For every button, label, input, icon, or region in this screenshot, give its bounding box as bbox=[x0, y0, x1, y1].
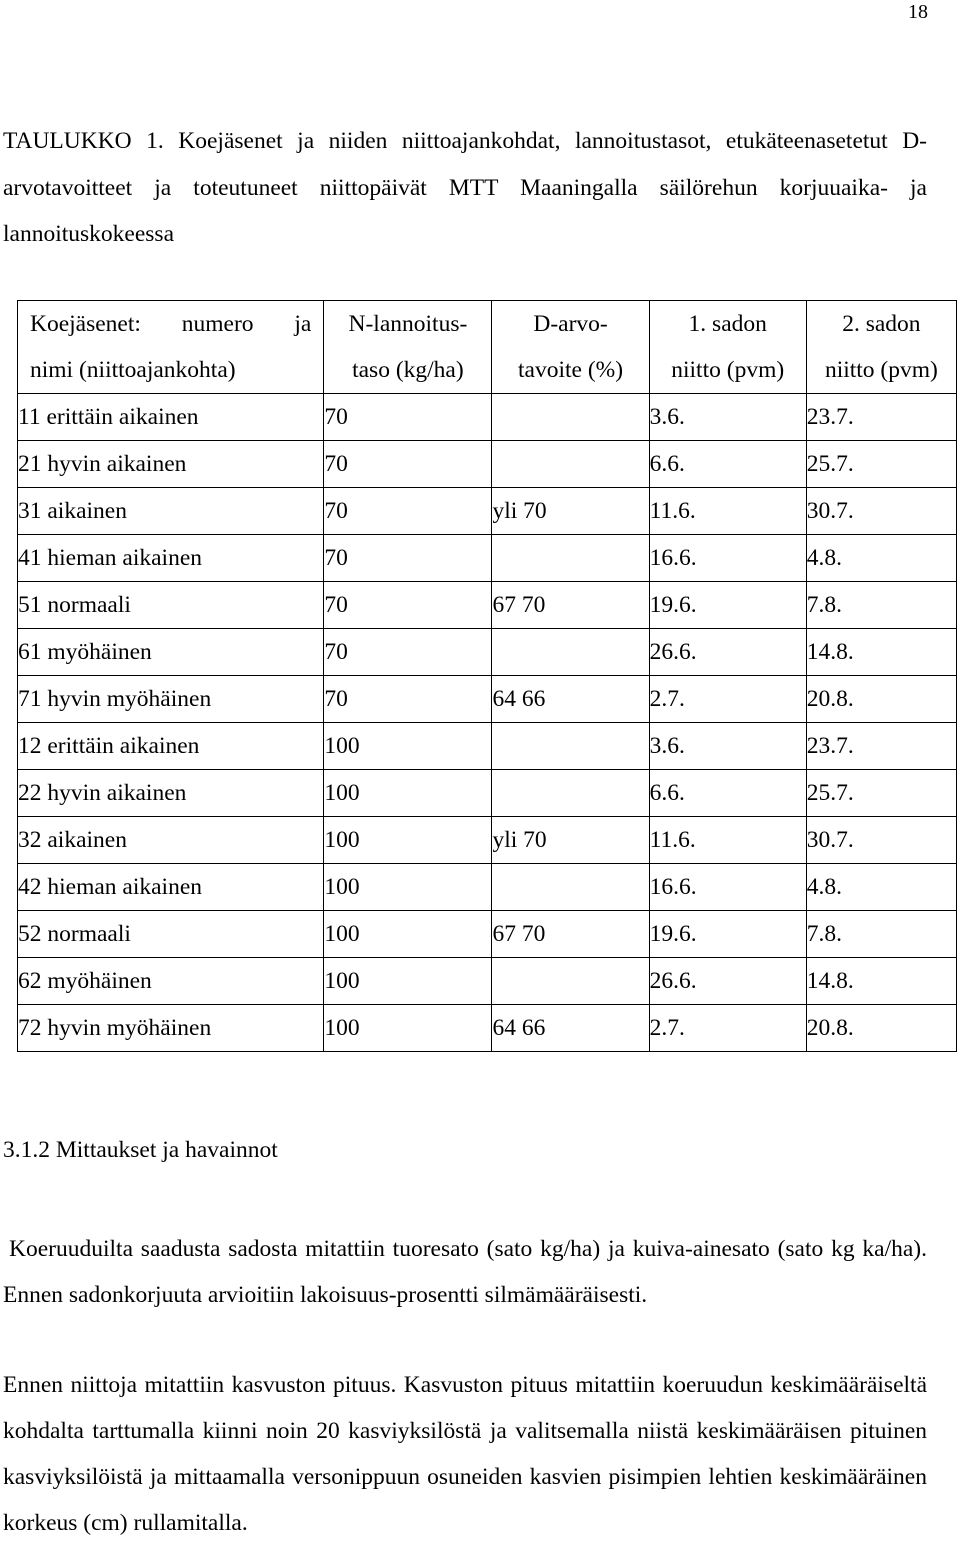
cell-first-cut: 16.6. bbox=[649, 864, 806, 911]
page-number: 18 bbox=[908, 1, 928, 23]
cell-n-level: 100 bbox=[324, 723, 492, 770]
header-n-level bbox=[324, 301, 492, 394]
cell-second-cut: 30.7. bbox=[806, 817, 956, 864]
cell-treatment: 21 hyvin aikainen bbox=[18, 441, 324, 488]
cell-n-level: 100 bbox=[324, 1005, 492, 1052]
cell-n-level: 100 bbox=[324, 911, 492, 958]
table-row bbox=[18, 394, 957, 441]
cell-d-target bbox=[492, 723, 649, 770]
cell-first-cut: 19.6. bbox=[649, 582, 806, 629]
cell-treatment: 72 hyvin myöhäinen bbox=[18, 1005, 324, 1052]
header-line: tavoite (%) bbox=[518, 357, 624, 383]
cell-first-cut: 2.7. bbox=[649, 676, 806, 723]
cell-d-target bbox=[492, 441, 649, 488]
cell-d-target bbox=[492, 629, 649, 676]
table-caption bbox=[3, 118, 927, 258]
header-line: nimi (niittoajankohta) bbox=[30, 357, 236, 383]
caption-text: Koejäsenet ja niiden niittoajankohdat, lannoitustasot, etukäteenasetetut D-arvotavoitteet ja toteutuneet niittopäivät MTT Maaningalla säilörehun korjuuaika- ja lannoituskokeessa bbox=[3, 128, 927, 247]
table-row bbox=[18, 441, 957, 488]
cell-d-target bbox=[492, 864, 649, 911]
header-first-cut bbox=[649, 301, 806, 394]
cell-first-cut: 16.6. bbox=[649, 535, 806, 582]
cell-second-cut: 7.8. bbox=[806, 911, 956, 958]
cell-first-cut: 6.6. bbox=[649, 770, 806, 817]
cell-treatment: 51 normaali bbox=[18, 582, 324, 629]
table-row bbox=[18, 723, 957, 770]
cell-second-cut: 20.8. bbox=[806, 1005, 956, 1052]
table-header-row bbox=[18, 301, 957, 394]
cell-treatment: 12 erittäin aikainen bbox=[18, 723, 324, 770]
table-row bbox=[18, 958, 957, 1005]
cell-treatment: 62 myöhäinen bbox=[18, 958, 324, 1005]
cell-d-target bbox=[492, 958, 649, 1005]
cell-second-cut: 14.8. bbox=[806, 629, 956, 676]
cell-second-cut: 25.7. bbox=[806, 441, 956, 488]
header-line: niitto (pvm) bbox=[824, 357, 938, 383]
cell-d-target: 67 70 bbox=[492, 582, 649, 629]
table-body bbox=[18, 394, 957, 1052]
cell-n-level: 70 bbox=[324, 582, 492, 629]
cell-treatment: 41 hieman aikainen bbox=[18, 535, 324, 582]
cell-d-target bbox=[492, 770, 649, 817]
cell-second-cut: 23.7. bbox=[806, 723, 956, 770]
cell-d-target bbox=[492, 394, 649, 441]
header-line: N-lannoitus- bbox=[348, 311, 468, 337]
cell-treatment: 22 hyvin aikainen bbox=[18, 770, 324, 817]
trial-table bbox=[17, 300, 957, 1052]
cell-treatment: 52 normaali bbox=[18, 911, 324, 958]
header-treatment bbox=[18, 301, 324, 394]
table-row bbox=[18, 535, 957, 582]
cell-n-level: 100 bbox=[324, 864, 492, 911]
cell-first-cut: 11.6. bbox=[649, 817, 806, 864]
cell-treatment: 11 erittäin aikainen bbox=[18, 394, 324, 441]
cell-n-level: 70 bbox=[324, 676, 492, 723]
cell-first-cut: 2.7. bbox=[649, 1005, 806, 1052]
cell-treatment: 61 myöhäinen bbox=[18, 629, 324, 676]
cell-second-cut: 30.7. bbox=[806, 488, 956, 535]
paragraph: Koeruuduilta saadusta sadosta mitattiin tuoresato (sato kg/ha) ja kuiva-ainesato (sato kg ka/ha). Ennen sadonkorjuuta arvioitiin lakoisuus-prosentti silmämääräisesti. bbox=[3, 1236, 927, 1308]
cell-treatment: 42 hieman aikainen bbox=[18, 864, 324, 911]
cell-second-cut: 4.8. bbox=[806, 535, 956, 582]
header-line: 1. sadon bbox=[688, 311, 767, 337]
cell-second-cut: 14.8. bbox=[806, 958, 956, 1005]
cell-second-cut: 23.7. bbox=[806, 394, 956, 441]
cell-second-cut: 4.8. bbox=[806, 864, 956, 911]
header-line: Koejäsenet: numero ja bbox=[30, 311, 312, 337]
cell-d-target: yli 70 bbox=[492, 817, 649, 864]
cell-second-cut: 25.7. bbox=[806, 770, 956, 817]
cell-d-target: yli 70 bbox=[492, 488, 649, 535]
cell-n-level: 70 bbox=[324, 441, 492, 488]
cell-second-cut: 7.8. bbox=[806, 582, 956, 629]
cell-n-level: 70 bbox=[324, 394, 492, 441]
cell-d-target: 64 66 bbox=[492, 676, 649, 723]
section-heading: 3.1.2 Mittaukset ja havainnot bbox=[3, 1137, 278, 1163]
paragraph: Ennen niittoja mitattiin kasvuston pituus. Kasvuston pituus mitattiin koeruudun keskimääräiseltä kohdalta tarttumalla kiinni noin 20 kasviyksilöstä ja valitsemalla niistä keskimääräisen pituinen kasviyksilöistä ja mittaamalla versonippuun osuneiden kasvien pisimpien lehtien keskimääräinen korkeus (cm) rullamitalla. bbox=[3, 1372, 927, 1536]
cell-n-level: 100 bbox=[324, 958, 492, 1005]
cell-n-level: 100 bbox=[324, 770, 492, 817]
table-row bbox=[18, 770, 957, 817]
table-row bbox=[18, 1005, 957, 1052]
header-line: taso (kg/ha) bbox=[352, 357, 464, 383]
cell-n-level: 70 bbox=[324, 488, 492, 535]
cell-first-cut: 11.6. bbox=[649, 488, 806, 535]
header-line: niitto (pvm) bbox=[671, 357, 785, 383]
cell-d-target: 67 70 bbox=[492, 911, 649, 958]
cell-d-target bbox=[492, 535, 649, 582]
header-second-cut bbox=[806, 301, 956, 394]
caption-label: TAULUKKO 1. bbox=[3, 128, 164, 154]
cell-n-level: 70 bbox=[324, 629, 492, 676]
cell-first-cut: 26.6. bbox=[649, 958, 806, 1005]
table-row bbox=[18, 676, 957, 723]
cell-n-level: 100 bbox=[324, 817, 492, 864]
table-row bbox=[18, 488, 957, 535]
cell-first-cut: 3.6. bbox=[649, 723, 806, 770]
table-row bbox=[18, 911, 957, 958]
cell-first-cut: 3.6. bbox=[649, 394, 806, 441]
header-d-target bbox=[492, 301, 649, 394]
cell-first-cut: 6.6. bbox=[649, 441, 806, 488]
cell-first-cut: 26.6. bbox=[649, 629, 806, 676]
cell-d-target: 64 66 bbox=[492, 1005, 649, 1052]
cell-first-cut: 19.6. bbox=[649, 911, 806, 958]
header-line: 2. sadon bbox=[842, 311, 921, 337]
header-line: D-arvo- bbox=[533, 311, 608, 337]
table-row bbox=[18, 864, 957, 911]
cell-treatment: 31 aikainen bbox=[18, 488, 324, 535]
table-row bbox=[18, 817, 957, 864]
cell-treatment: 32 aikainen bbox=[18, 817, 324, 864]
table-row bbox=[18, 582, 957, 629]
cell-treatment: 71 hyvin myöhäinen bbox=[18, 676, 324, 723]
cell-second-cut: 20.8. bbox=[806, 676, 956, 723]
cell-n-level: 70 bbox=[324, 535, 492, 582]
table-row bbox=[18, 629, 957, 676]
